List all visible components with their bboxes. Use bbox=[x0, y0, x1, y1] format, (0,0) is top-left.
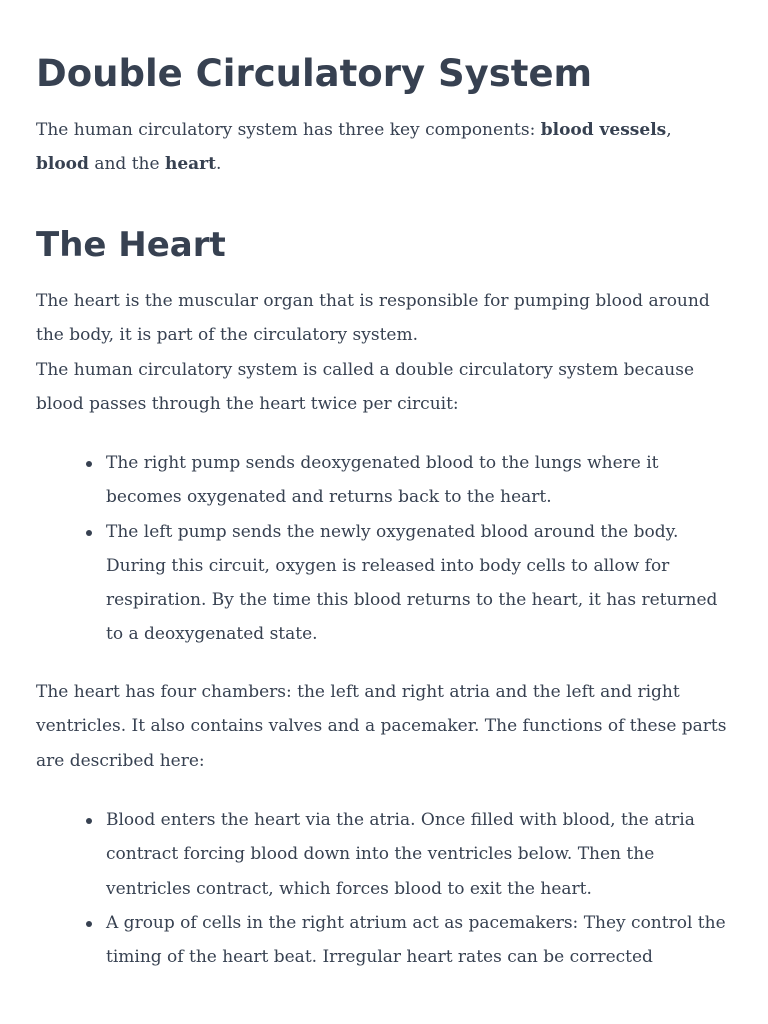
intro-paragraph bbox=[36, 113, 726, 182]
intro-text-2: , bbox=[666, 120, 672, 140]
term-blood-vessels: blood vessels bbox=[540, 120, 667, 140]
heart-intro bbox=[36, 284, 726, 421]
intro-text-4: . bbox=[215, 154, 222, 175]
page-title: Double Circulatory System bbox=[36, 52, 593, 95]
heart-parts-list bbox=[86, 803, 736, 974]
circuit-list bbox=[86, 446, 736, 652]
list-item: Blood enters the heart via the atria. Once filled with blood, the atria contract forcing blood down into the ventricles below. Then the ventricles contract, which forces blood to exit the heart. bbox=[86, 803, 736, 906]
chambers-paragraph: The heart has four chambers: the left and right atria and the left and right ventricles. It also contains valves and a pacemaker. The functions of these parts are described here: bbox=[36, 682, 727, 771]
intro-text-3: and the bbox=[88, 154, 165, 175]
term-heart: heart bbox=[164, 154, 216, 175]
intro-text-1: The human circulatory system has three key components: bbox=[36, 120, 541, 140]
heart-paragraph-2: The human circulatory system is called a double circulatory system because blood passes through the heart twice per circuit: bbox=[36, 359, 695, 414]
term-blood: blood bbox=[36, 154, 89, 175]
list-item: A group of cells in the right atrium act as pacemakers: They control the timing of the heart beat. Irregular heart rates can be corrected bbox=[86, 906, 736, 975]
section-heading-heart: The Heart bbox=[36, 225, 226, 265]
heart-paragraph-1: The heart is the muscular organ that is responsible for pumping blood around the body, it is part of the circulatory system. bbox=[36, 291, 710, 346]
list-item: The left pump sends the newly oxygenated blood around the body. During this circuit, oxygen is released into body cells to allow for respiration. By the time this blood returns to the heart, it has returned to a deoxygenated state. bbox=[86, 515, 736, 652]
list-item: The right pump sends deoxygenated blood to the lungs where it becomes oxygenated and returns back to the heart. bbox=[86, 446, 736, 515]
